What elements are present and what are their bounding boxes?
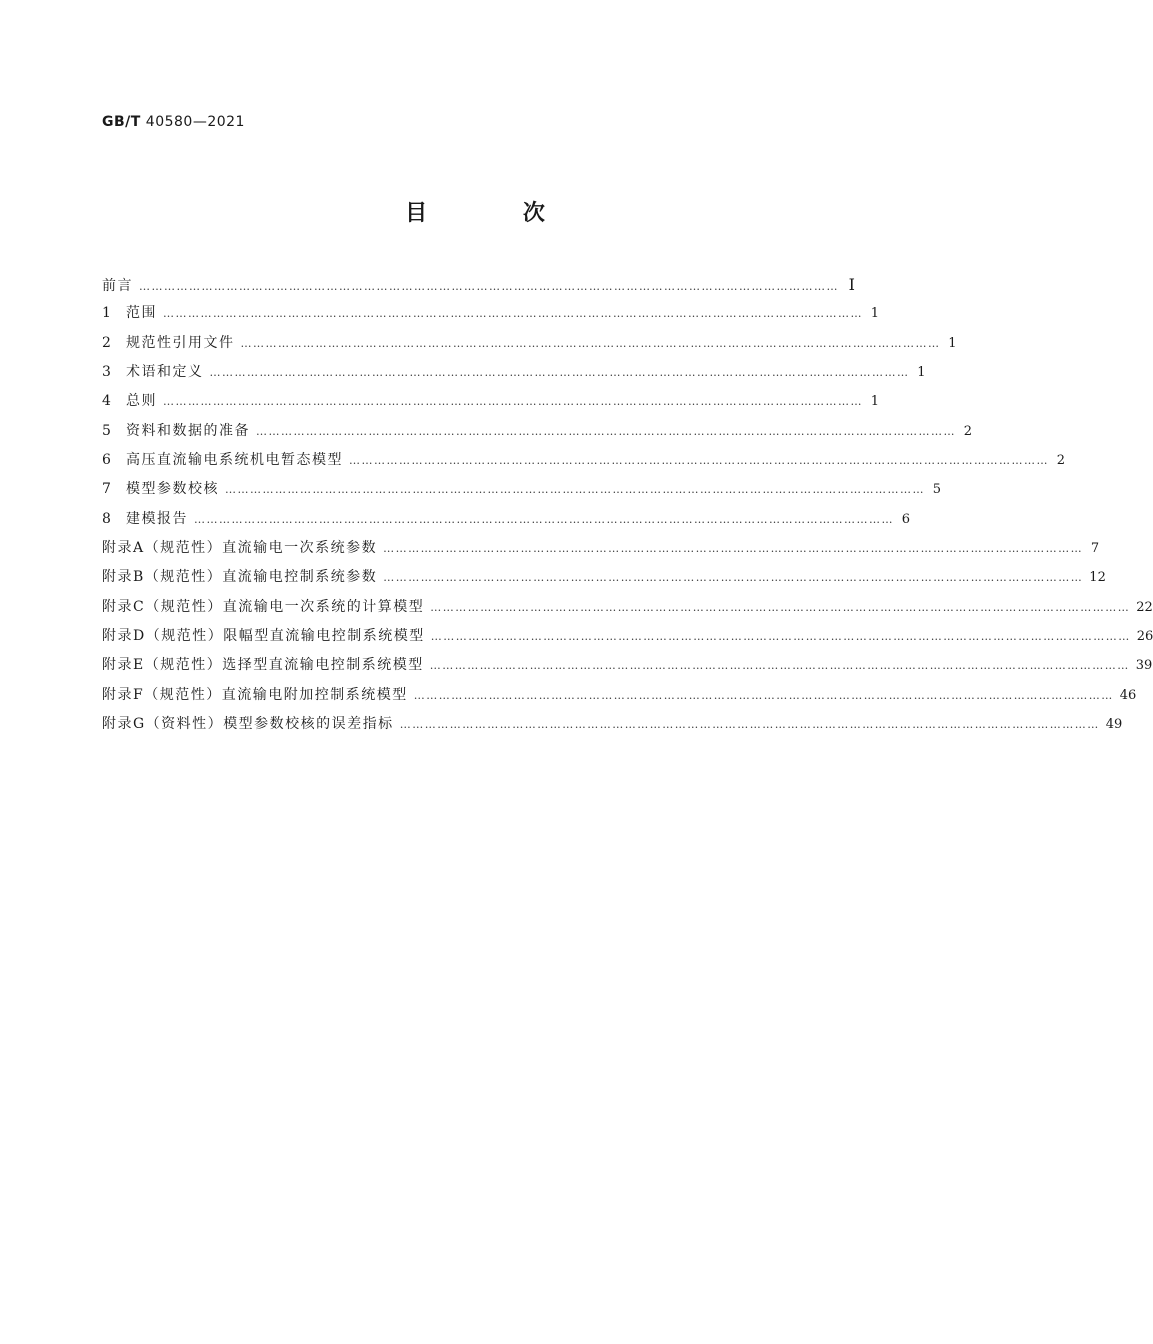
toc-leader-dots: …………………………………………………………………………………………………………………………………………………… [429,659,1130,673]
toc-appendix-d[interactable] [102,622,1153,651]
toc-leader-dots: …………………………………………………………………………………………………………………………………………………… [383,571,1084,585]
toc-entry-page: 49 [1105,716,1123,732]
toc-entry-number: 4 [102,393,111,410]
toc-entry-label: 高压直流输电系统机电暂态模型 [126,451,343,468]
toc-entry-number: 7 [102,481,111,498]
toc-entry-number: 1 [102,305,111,322]
toc-entry-page: 1 [948,335,957,351]
toc-entry-label: 资料和数据的准备 [126,422,250,439]
toc-entry-label: 建模报告 [126,510,188,527]
appendix-label: 选择型直流输电控制系统模型 [222,657,424,674]
toc-leader-dots: …………………………………………………………………………………………………………………………………………………… [430,600,1131,614]
appendix-code: 附录A（规范性） [102,539,223,556]
table-of-contents [102,270,1153,739]
toc-appendix-e[interactable] [102,651,1153,680]
toc-entry-page: 5 [932,482,941,498]
toc-entry-number: 2 [102,334,111,351]
toc-title: 目 次 [405,201,589,226]
appendix-code: 附录G（资料性） [102,715,224,732]
toc-entry-4[interactable] [102,387,879,416]
appendix-code: 附录B（规范性） [102,569,223,586]
toc-entry-page: 39 [1135,658,1153,674]
toc-entry-2[interactable] [102,329,957,358]
toc-leader-dots: …………………………………………………………………………………………………………………………………………………… [430,629,1131,643]
toc-entry-page: 7 [1090,540,1100,556]
toc-appendix-g[interactable] [102,710,1123,739]
toc-appendix-c[interactable] [102,593,1153,622]
appendix-code: 附录E（规范性） [102,657,223,674]
toc-entry-3[interactable] [102,358,926,387]
toc-entry-page: 1 [870,394,879,410]
toc-entry-1[interactable] [102,299,879,328]
toc-entry-number: 3 [102,363,111,380]
toc-leader-dots: …………………………………………………………………………………………………………………………………………………… [240,336,941,350]
toc-leader-dots: …………………………………………………………………………………………………………………………………………………… [163,307,863,321]
toc-entry-page: 12 [1089,570,1106,586]
toc-entry-page: 46 [1119,687,1137,703]
toc-leader-dots: …………………………………………………………………………………………………………………………………………………… [209,365,910,379]
toc-leader-dots: …………………………………………………………………………………………………………………………………………………… [225,483,925,497]
toc-appendix-f[interactable] [102,681,1137,710]
toc-appendix-a[interactable] [102,534,1100,563]
toc-entry-7[interactable] [102,475,941,504]
appendix-code: 附录C（规范性） [102,598,223,615]
appendix-label: 模型参数校核的误差指标 [223,715,394,732]
appendix-code: 附录F（规范性） [102,686,222,703]
standard-code-prefix: GB/T [102,114,141,130]
toc-entry-number: 8 [102,510,111,527]
toc-entry-page: 6 [901,511,910,527]
toc-entry-label: 范围 [126,305,157,322]
standard-code-number: 40580—2021 [145,114,245,130]
appendix-label: 限幅型直流输电控制系统模型 [223,627,425,644]
toc-leader-dots: …………………………………………………………………………………………………………………………………………………… [383,541,1084,555]
toc-entry-label: 前言 [102,278,133,294]
toc-entry-5[interactable] [102,417,972,446]
toc-entry-page: 22 [1136,599,1153,615]
toc-entry-label: 模型参数校核 [126,481,219,498]
appendix-label: 直流输电附加控制系统模型 [221,686,408,703]
toc-entry-6[interactable] [102,446,1065,475]
toc-entry-label: 总则 [126,393,157,410]
toc-entry-number: 5 [102,422,111,439]
toc-appendix-b[interactable] [102,563,1106,592]
toc-entry-foreword[interactable] [102,270,855,299]
standard-code [102,114,245,130]
toc-entry-label: 术语和定义 [126,363,204,380]
toc-entry-page: 1 [870,306,879,322]
toc-leader-dots: …………………………………………………………………………………………………………………………………………………… [163,395,863,409]
toc-leader-dots: …………………………………………………………………………………………………………………………………………………… [399,717,1100,731]
toc-entry-8[interactable] [102,505,910,534]
appendix-code: 附录D（规范性） [102,627,224,644]
toc-leader-dots: …………………………………………………………………………………………………………………………………………………… [413,688,1114,702]
appendix-label: 直流输电一次系统参数 [222,539,378,556]
toc-leader-dots: …………………………………………………………………………………………………………………………………………………… [194,512,894,526]
toc-entry-number: 6 [102,451,111,468]
toc-entry-label: 规范性引用文件 [126,334,235,351]
toc-leader-dots: …………………………………………………………………………………………………………………………………………………… [349,453,1049,467]
toc-leader-dots: …………………………………………………………………………………………………………………………………………………… [139,280,839,293]
appendix-label: 直流输电控制系统参数 [222,569,378,586]
toc-entry-page: 1 [917,364,926,380]
toc-leader-dots: …………………………………………………………………………………………………………………………………………………… [256,424,956,438]
toc-entry-page: 26 [1136,628,1153,644]
appendix-label: 直流输电一次系统的计算模型 [222,598,425,615]
toc-entry-page: Ⅰ [848,275,855,294]
toc-entry-page: 2 [1056,452,1065,468]
toc-entry-page: 2 [963,423,972,439]
